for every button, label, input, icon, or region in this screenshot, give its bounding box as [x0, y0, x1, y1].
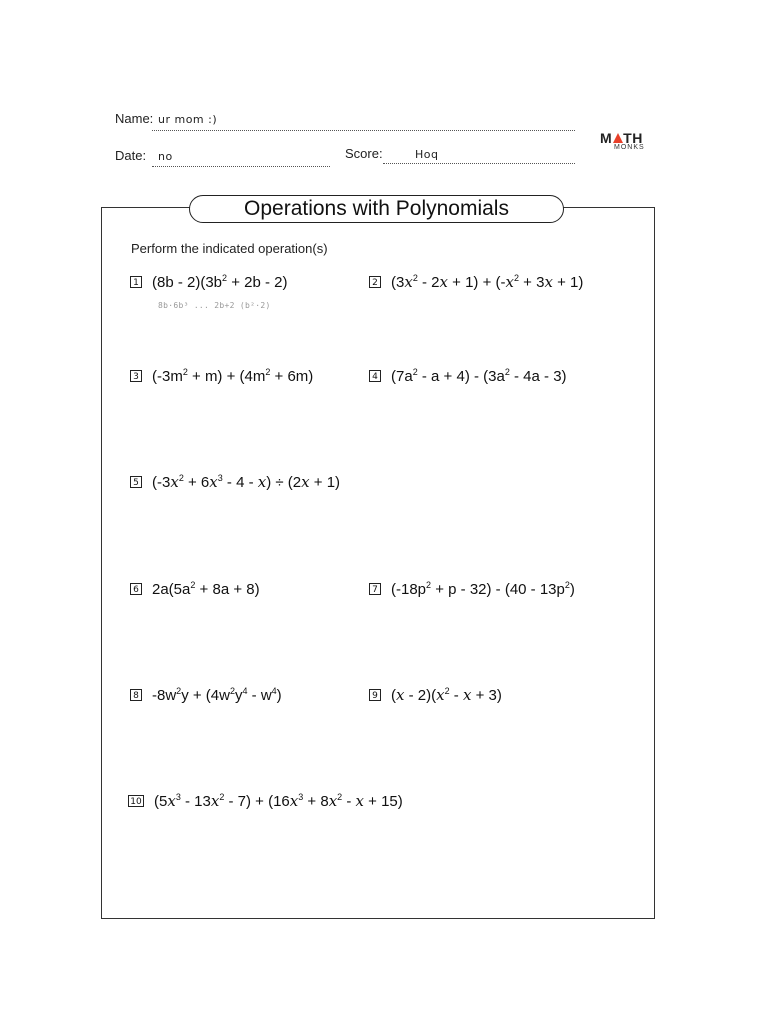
score-label: Score: — [345, 146, 383, 161]
name-field[interactable]: ur mom :) — [158, 113, 218, 126]
problem-8 — [130, 686, 282, 704]
problem-5 — [130, 473, 340, 491]
instructions: Perform the indicated operation(s) — [131, 241, 328, 256]
triangle-icon — [613, 133, 623, 143]
problem-2 — [369, 273, 583, 291]
date-label: Date: — [115, 148, 147, 163]
problem-number: 7 — [369, 583, 381, 595]
problem-expression: $(7a^2 - a + 4) - (3a^2 - 4a - 3)$ — [391, 366, 567, 385]
problem-number: 6 — [130, 583, 142, 595]
problem-3 — [130, 367, 313, 385]
problem-number: 2 — [369, 276, 381, 288]
score-field[interactable]: Hoq — [415, 148, 439, 161]
problem-number: 3 — [130, 370, 142, 382]
score-line — [383, 163, 575, 164]
problem-number: 10 — [128, 795, 144, 807]
problem-expression: $(3x^2 - 2x + 1) + (-x^2 + 3x + 1)$ — [391, 273, 584, 292]
logo-ma: M — [600, 130, 613, 146]
problem-expression: $(-18p^2 + p - 32) - (40 - 13p^2)$ — [391, 579, 575, 598]
problem-expression: $(-3m^2 + m) + (4m^2 + 6m)$ — [152, 366, 314, 385]
date-line — [152, 166, 330, 167]
problem-number: 8 — [130, 689, 142, 701]
problem-7 — [369, 580, 575, 598]
handwritten-work: 8b·6b³ ... 2b+2 (b²·2) — [158, 301, 271, 310]
problem-expression: $2a(5a^2 + 8a + 8)$ — [152, 579, 260, 598]
problem-expression: $-8w^2y + (4w^2y^4 - w^4)$ — [152, 685, 282, 704]
problem-expression: $(8b - 2)(3b^2 + 2b - 2)$ — [152, 272, 288, 291]
problem-9 — [369, 686, 502, 704]
problem-expression: $(5x^3 - 13x^2 - 7) + (16x^3 + 8x^2 - x + 15)$ — [154, 792, 403, 811]
problem-1 — [130, 273, 288, 291]
logo-monks: MONKS — [614, 144, 645, 151]
problem-10 — [128, 792, 403, 810]
name-line — [152, 130, 575, 131]
problem-6 — [130, 580, 260, 598]
problem-4 — [369, 367, 567, 385]
date-field[interactable]: no — [158, 150, 173, 163]
worksheet-frame — [101, 207, 655, 919]
problem-number: 4 — [369, 370, 381, 382]
name-label: Name: — [115, 111, 154, 126]
math-monks-logo — [600, 130, 650, 151]
logo-th: TH — [623, 130, 643, 146]
worksheet-title: Operations with Polynomials — [244, 197, 509, 220]
problem-number: 5 — [130, 476, 142, 488]
problem-number: 9 — [369, 689, 381, 701]
problem-expression: $(-3x^2 + 6x^3 - 4 - x) \div (2x + 1)$ — [152, 473, 341, 492]
problem-number: 1 — [130, 276, 142, 288]
problem-expression: $(x - 2)(x^2 - x + 3)$ — [391, 686, 502, 705]
